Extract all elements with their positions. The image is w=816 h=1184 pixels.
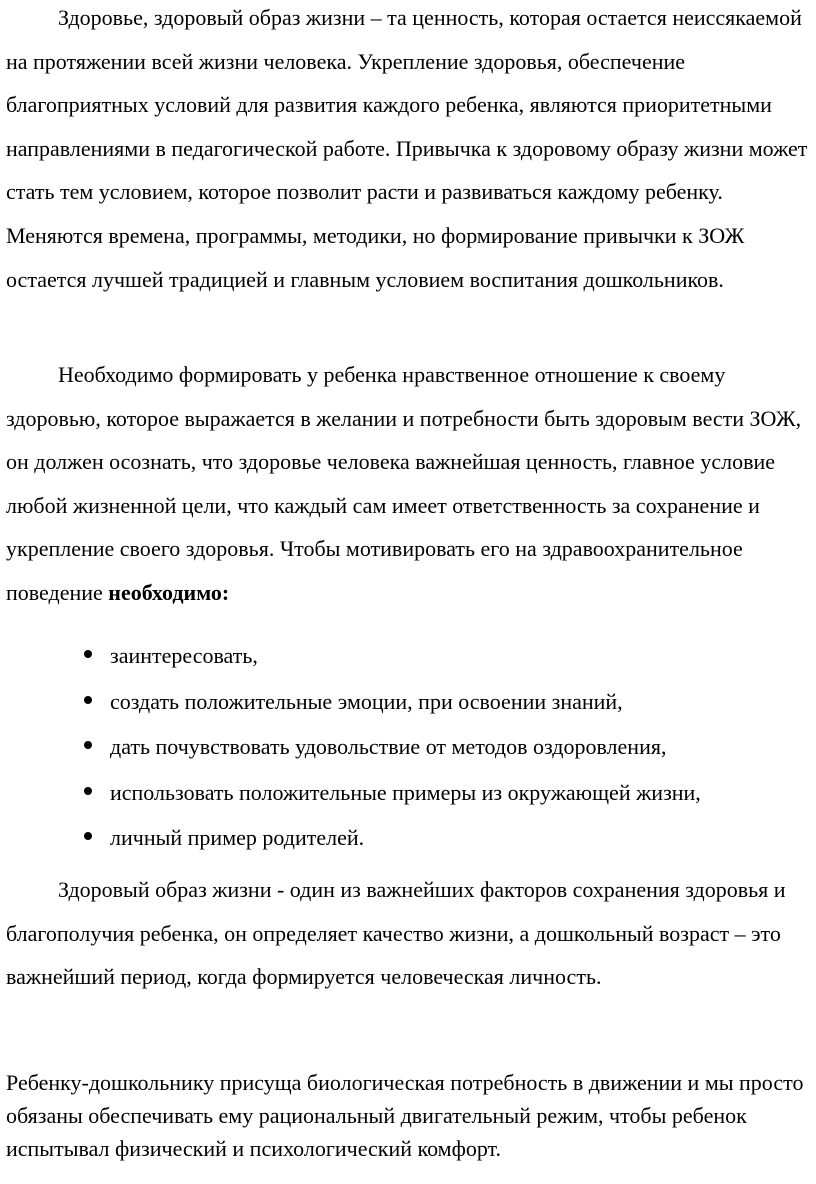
bullet-icon [84,650,92,658]
paragraph-2-bold: необходимо: [108,579,230,605]
list-item [0,815,816,861]
list-item [0,679,816,725]
paragraph-motor-regime [6,1066,810,1165]
paragraph-moral-attitude [6,353,810,615]
bullet-icon [84,787,92,795]
list-item [0,724,816,770]
paragraph-3-text: Здоровый образ жизни - один из важнейших факторов сохранения здоровья и благополучия ребенка, он определяет качество жизни, а дошкольный возраст – это важнейший период, когда формируется человеческая личность. [6,877,786,990]
paragraph-preschool-age [6,868,810,999]
paragraph-health-value [6,0,810,301]
list-item-text: создать положительные эмоции, при освоении знаний, [110,688,623,714]
list-item [0,633,816,679]
paragraph-1-text: Здоровье, здоровый образ жизни – та ценность, которая остается неиссякаемой на протяжении всей жизни человека. Укрепление здоровья, обеспечение благоприятных условий для развития каждого ребенка, являются приоритетными направлениями в педагогической работе. Привычка к здоровому образу жизни может стать тем условием, которое позволит расти и развиваться каждому ребенку. Меняются времена, программы, методики, но формирование привычки к ЗОЖ остается лучшей традицией и главным условием воспитания дошкольников. [6,5,808,292]
bullet-icon [84,696,92,704]
list-item [0,770,816,816]
paragraph-2-text: Необходимо формировать у ребенка нравственное отношение к своему здоровью, которое выражается в желании и потребности быть здоровым вести ЗОЖ, он должен осознать, что здоровье человека важнейшая ценность, главное условие любой жизненной цели, что каждый сам имеет ответственность за сохранение и укрепление своего здоровья. Чтобы мотивировать его на здравоохранительное поведение [6,362,802,605]
list-item-text: дать почувствовать удовольствие от методов оздоровления, [110,734,667,759]
list-item-text: заинтересовать, [110,643,258,668]
bullet-icon [84,832,92,840]
motivation-list [0,633,816,861]
list-item-text: личный пример родителей. [110,825,365,850]
paragraph-4-text: Ребенку-дошкольнику присуща биологическая потребность в движении и мы просто обязаны обеспечивать ему рациональный двигательный режим, чтобы ребенок испытывал физический и психологический комфорт. [6,1070,804,1161]
bullet-icon [84,741,92,749]
list-item-text: использовать положительные примеры из окружающей жизни, [110,779,701,805]
